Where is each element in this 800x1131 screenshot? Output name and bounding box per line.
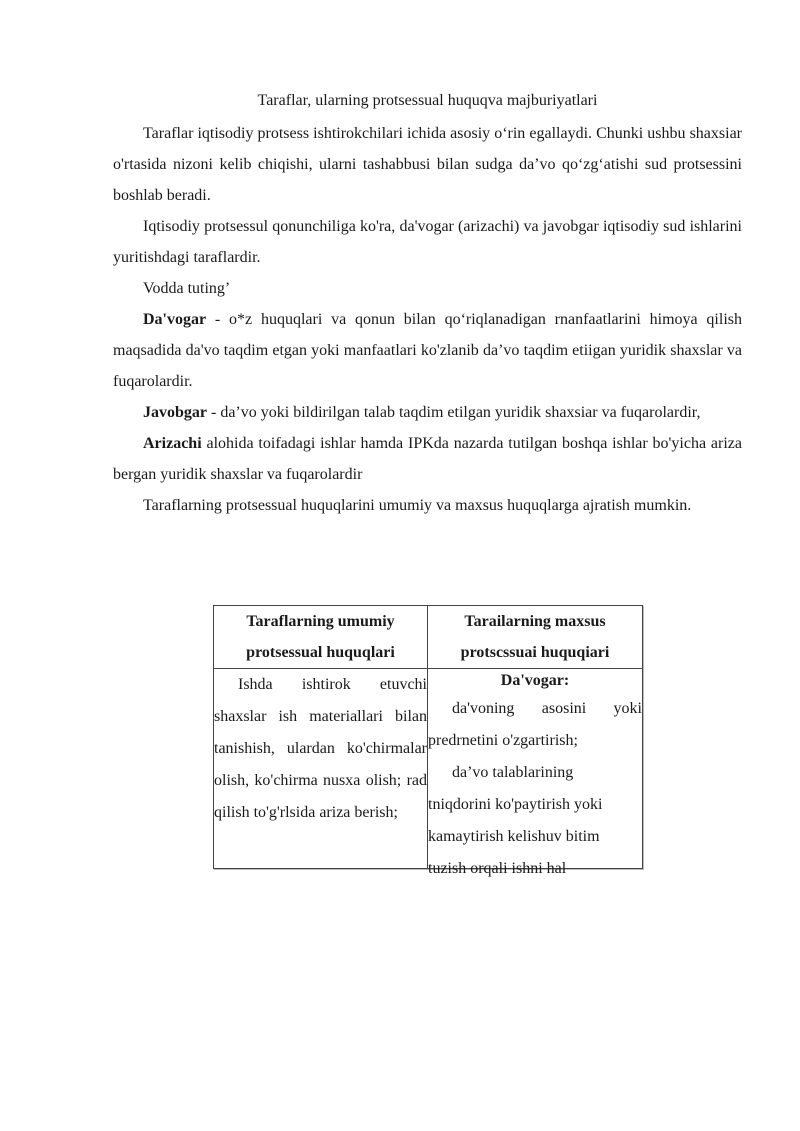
definition-plaintiff: - o*z huquqlari va qonun bilan qo‘riqlanadigan rnanfaatlarini himoya qilish maqsadida da'vo taqdim etgan yoki manfaatlari ko'zlanib da’vo taqdim etiigan yuridik shaxslar va fuqarolardir. <box>113 311 742 390</box>
definition-defendant: - da’vo yoki bildirilgan talab taqdim etilgan yuridik shaxsiar va fuqarolardir, <box>207 404 701 421</box>
table-header-row <box>214 606 643 669</box>
paragraph-parties-definition: Iqtisodiy protsessul qonunchiliga ko'ra, da'vogar (arizachi) va javobgar iqtisodiy sud ishlarini yuritishdagi taraflardir. <box>113 218 742 266</box>
term-applicant: Arizachi <box>143 435 202 452</box>
header-special-rights: Tarailarning maxsus protscssuai huquqiari <box>428 606 643 669</box>
rights-table <box>213 605 643 877</box>
cell-special-rights <box>428 669 643 877</box>
table-row <box>214 669 643 869</box>
term-defendant: Javobgar <box>143 404 207 421</box>
general-rights-text: Ishda ishtirok etuvchi shaxslar ish materiallari bilan tanishish, ulardan ko'chirmalar olish, ko'chirma nusxa olish; rad qilish to'g'rlsida ariza berish; <box>214 676 427 821</box>
paragraph-parties-role: Taraflar iqtisodiy protsess ishtirokchilari ichida asosiy o‘rin egallaydi. Chunki ushbu shaxsiar o'rtasida nizoni kelib chiqishi, ularni tashabbusi bilan sudga da’vo qo‘zg‘atishi sud protsessini boshlab beradi. <box>113 125 742 204</box>
document-title: Taraflar, ularning protsessual huquqva majburiyatlari <box>257 92 598 109</box>
special-rights-title: Da'vogar: <box>500 672 570 689</box>
paragraph-rights-division: Taraflarning protsessual huquqlarini umumiy va maxsus huquqlarga ajratish mumkin. <box>143 497 692 514</box>
special-rights-line: da'voning asosini yoki <box>452 700 642 717</box>
paragraph-plaintiff <box>113 304 742 397</box>
cell-general-rights <box>214 669 428 869</box>
definition-applicant: alohida toifadagi ishlar hamda IPKda nazarda tutilgan boshqa ishlar bo'yicha ariza bergan yuridik shaxslar va fuqarolardir <box>113 435 742 483</box>
paragraph-note: Vodda tuting’ <box>143 280 231 297</box>
paragraph-defendant <box>113 397 742 428</box>
term-plaintiff: Da'vogar <box>143 311 207 328</box>
header-general-rights: Taraflarning umumiy protsessual huquqlari <box>214 606 428 669</box>
special-rights-line: da’vo talablarining <box>452 764 574 781</box>
special-rights-text <box>428 693 642 885</box>
document-page <box>113 88 742 877</box>
paragraph-applicant <box>113 428 742 490</box>
special-rights-line: tuzish orqali ishni hal <box>428 860 567 877</box>
special-rights-line: predrnetini o'zgartirish; <box>428 732 578 749</box>
special-rights-line: tniqdorini ko'paytirish yoki <box>428 796 603 813</box>
special-rights-line: kamaytirish kelishuv bitim <box>428 828 600 845</box>
